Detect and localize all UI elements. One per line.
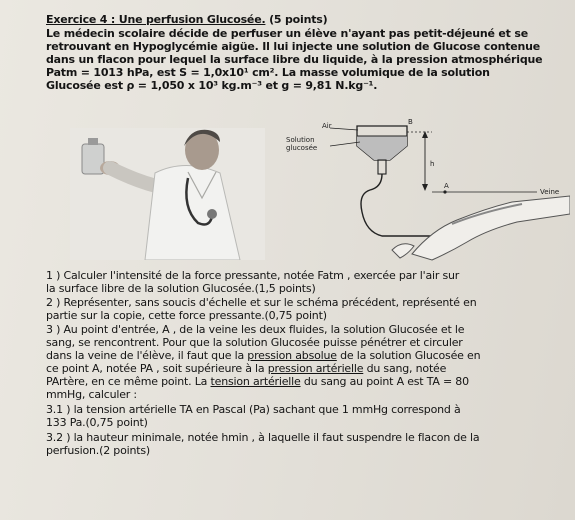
arm-drawing	[412, 196, 570, 260]
q3-line3-post: de la solution Glucosée en	[336, 349, 481, 362]
exercise-title: Exercice 4 : Une perfusion Glucosée.	[46, 13, 266, 26]
q3-line4-post: du sang, notée	[363, 362, 447, 375]
label-solution: Solution	[286, 136, 315, 144]
label-vein: Veine	[540, 188, 560, 196]
q3-line4-pre: ce point A, notée PA , soit supérieure à la	[46, 362, 268, 375]
question-1-line-2: la surface libre de la solution Glucosée.(1,5 points)	[46, 282, 316, 295]
label-air: Air	[322, 122, 332, 130]
label-point-a: A	[444, 182, 449, 190]
question-3-2-line-2: perfusion.(2 points)	[46, 444, 150, 457]
intro-line-2: retrouvant en Hypoglycémie aigüe. Il lui injecte une solution de Glucose contenue	[46, 40, 541, 53]
question-3-2-line-1: 3.2 ) la hauteur minimale, notée hmin , à laquelle il faut suspendre le flacon de la	[46, 431, 480, 444]
exercise-title-line	[46, 14, 327, 27]
q3-line5-pre: PArtère, en ce même point. La	[46, 375, 211, 388]
label-height: h	[430, 160, 435, 168]
question-3-line-4	[46, 363, 446, 376]
question-2-line-2: partie sur la copie, cette force pressante.(0,75 point)	[46, 309, 327, 322]
intro-line-5: Glucosée est ρ = 1,050 x 10³ kg.m⁻³ et g = 9,81 N.kg⁻¹.	[46, 79, 378, 92]
question-1-line-1: 1 ) Calculer l'intensité de la force pressante, notée Fatm , exercée par l'air sur	[46, 269, 460, 282]
q3-arterial-pressure: pression artérielle	[267, 362, 364, 375]
perfusion-diagram	[282, 112, 570, 262]
question-3-line-5	[46, 376, 469, 389]
nurse-photo	[70, 128, 265, 260]
label-glucose: glucosée	[286, 144, 318, 152]
q3-line3-pre: dans la veine de l'élève, il faut que la	[46, 349, 248, 362]
exercise-points: (5 points)	[269, 13, 328, 26]
intro-line-4: Patm = 1013 hPa, est S = 1,0x10¹ cm². La masse volumique de la solution	[46, 66, 490, 79]
question-3-1-line-2: 133 Pa.(0,75 point)	[46, 416, 148, 429]
iv-tube	[361, 174, 442, 236]
intro-line-1: Le médecin scolaire décide de perfuser un élève n'ayant pas petit-déjeuné et se	[46, 27, 528, 40]
glucose-solution-fill	[357, 136, 407, 160]
q3-absolute-pressure: pression absolue	[247, 349, 337, 362]
question-3-line-2: sang, se rencontrent. Pour que la solution Glucosée puisse pénétrer et circuler	[46, 336, 463, 349]
label-point-b: B	[408, 118, 413, 126]
intro-line-3: dans un flacon pour lequel la surface libre du liquide, à la pression atmosphérique	[46, 53, 543, 66]
question-2-line-1: 2 ) Représenter, sans soucis d'échelle et sur le schéma précédent, représenté en	[46, 296, 477, 309]
q3-arterial-tension: tension artérielle	[210, 375, 301, 388]
question-3-1-line-1: 3.1 ) la tension artérielle TA en Pascal (Pa) sachant que 1 mmHg correspond à	[46, 403, 461, 416]
drip-chamber	[378, 160, 386, 174]
question-3-line-3	[46, 350, 480, 363]
question-3-line-6: mmHg, calculer :	[46, 388, 137, 401]
question-3-line-1: 3 ) Au point d'entrée, A , de la veine les deux fluides, la solution Glucosée et le	[46, 323, 465, 336]
point-a-marker	[443, 190, 446, 193]
q3-line5-post: du sang au point A est TA = 80	[300, 375, 469, 388]
